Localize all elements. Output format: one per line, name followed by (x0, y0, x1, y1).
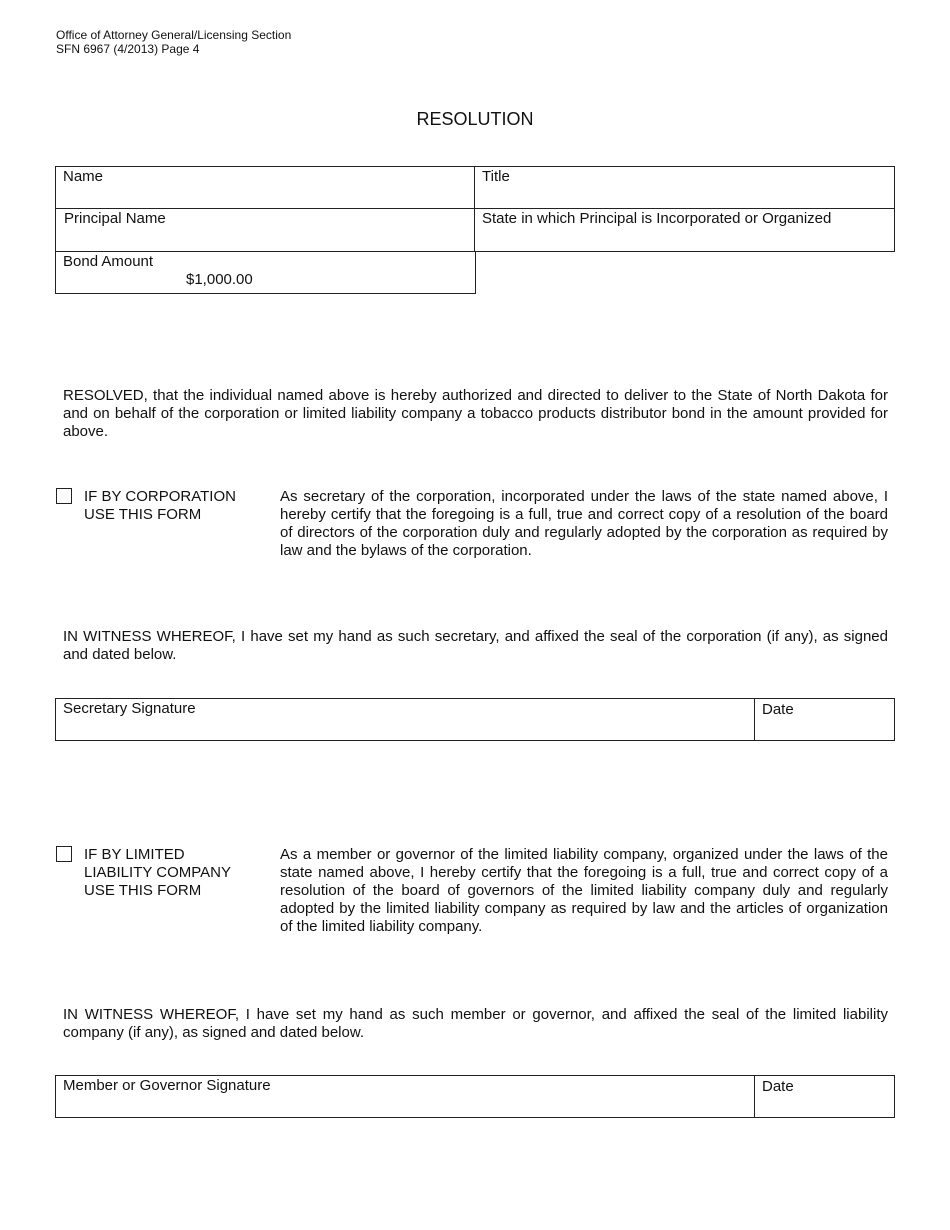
resolved-paragraph: RESOLVED, that the individual named above is hereby authorized and directed to deliver to the State of North Dakota for and on behalf of the corporation or limited liability company a tobacco products distributor bond in the amount provided for above. (63, 387, 888, 440)
bond-amount-field[interactable] (55, 251, 476, 294)
secretary-signature-field[interactable] (55, 698, 756, 741)
llc-witness-text: IN WITNESS WHEREOF, I have set my hand as such member or governor, and affixed the seal of the limited liability company (if any), as signed and dated below. (63, 1006, 888, 1041)
corporation-date-label: Date (762, 701, 794, 718)
secretary-signature-label: Secretary Signature (63, 700, 196, 717)
corporation-checkbox[interactable] (56, 488, 72, 504)
corporation-date-field[interactable] (754, 698, 895, 741)
state-field[interactable] (474, 208, 895, 252)
office-header: Office of Attorney General/Licensing Section (56, 28, 292, 42)
page-title: RESOLUTION (416, 109, 534, 129)
principal-name-label: Principal Name (64, 210, 166, 227)
llc-certify-text: As a member or governor of the limited liability company, organized under the laws of the state named above, I hereby certify that the foregoing is a full, true and correct copy of a resolution of the board of governors of the limited liability company duly and regularly adopted by the limited liability company as required by law and the articles of organization of the limited liability company. (280, 846, 888, 935)
state-label: State in which Principal is Incorporated or Organized (482, 210, 832, 227)
corporation-witness-text: IN WITNESS WHEREOF, I have set my hand as such secretary, and affixed the seal of the corporation (if any), as signed and dated below. (63, 628, 888, 663)
llc-checkbox-label: IF BY LIMITED LIABILITY COMPANY USE THIS FORM (84, 846, 231, 899)
bond-amount-label: Bond Amount (63, 253, 154, 270)
bond-amount-value: $1,000.00 (186, 271, 253, 288)
corporation-certify-text: As secretary of the corporation, incorporated under the laws of the state named above, I hereby certify that the foregoing is a full, true and correct copy of a resolution of the board of directors of the corporation duly and regularly adopted by the corporation as required by law and the bylaws of the corporation. (280, 488, 888, 559)
member-signature-label: Member or Governor Signature (63, 1077, 271, 1094)
llc-checkbox[interactable] (56, 846, 72, 862)
title-label: Title (482, 168, 510, 185)
name-label: Name (63, 168, 104, 185)
llc-date-field[interactable] (754, 1075, 895, 1118)
form-id: SFN 6967 (4/2013) Page 4 (56, 42, 200, 56)
member-signature-field[interactable] (55, 1075, 756, 1118)
principal-name-field[interactable] (55, 208, 476, 252)
llc-date-label: Date (762, 1078, 794, 1095)
title-field[interactable] (474, 166, 895, 209)
corporation-checkbox-label: IF BY CORPORATION USE THIS FORM (84, 488, 236, 523)
name-field[interactable] (55, 166, 476, 209)
